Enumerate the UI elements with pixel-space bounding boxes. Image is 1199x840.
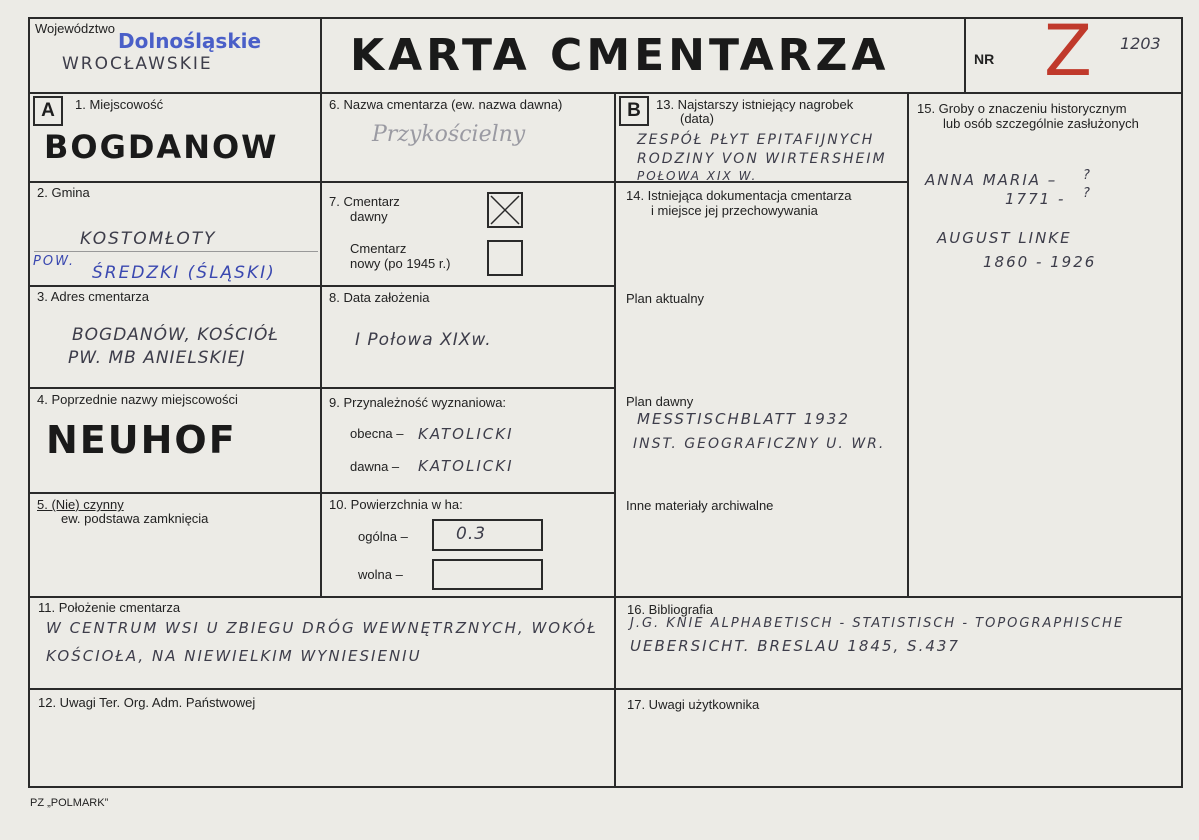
field-8-value: I Połowa XIXw. [355, 330, 492, 350]
field-13-line-3: POŁOWA XIX W. [637, 169, 758, 182]
field-13-label-2: (data) [680, 111, 714, 126]
field-9-current-label: obecna – [350, 426, 404, 441]
wojewodztwo-value: WROCŁAWSKIE [62, 54, 213, 74]
grave-1-question-1: ? [1083, 168, 1092, 183]
wojewodztwo-label: Województwo [35, 21, 115, 36]
field-12-label: 12. Uwagi Ter. Org. Adm. Państwowej [38, 695, 256, 710]
field-9-past-label: dawna – [350, 459, 400, 474]
frame-left [28, 17, 30, 788]
printer-imprint: PZ „POLMARK” [30, 797, 109, 809]
field-2-label: 2. Gmina [37, 185, 90, 200]
col-divider-3 [907, 92, 909, 598]
m-row-line-4 [320, 492, 616, 494]
plan-current-label: Plan aktualny [626, 291, 705, 306]
plan-old-line-2: INST. GEOGRAFICZNY U. WR. [633, 436, 886, 452]
grave-2-name: AUGUST LINKE [937, 229, 1072, 247]
field-11-line-2: KOŚCIOŁA, NA NIEWIELKIM WYNIESIENIU [46, 647, 422, 665]
field-11-line-1: W CENTRUM WSI U ZBIEGU DRÓG WEWNĘTRZNYCH, WOKÓŁ [46, 619, 598, 637]
header-divider-2 [964, 17, 966, 93]
field-3-label: 3. Adres cmentarza [37, 289, 149, 304]
field-6-value: Przykościelny [372, 122, 526, 147]
grave-1-years: 1771 - [1005, 190, 1066, 208]
header-divider-1 [320, 17, 322, 93]
field-13-line-1: ZESPÓŁ PŁYT EPITAFIJNYCH [637, 132, 875, 148]
field-10-label: 10. Powierzchnia w ha: [329, 497, 463, 512]
bottom-row-line-2 [28, 688, 1183, 690]
m-row-line-2 [320, 285, 616, 287]
nr-label: NR [974, 51, 995, 67]
field-2-value: KOSTOMŁOTY [80, 229, 217, 249]
grave-2-years: 1860 - 1926 [983, 253, 1097, 271]
field-14-label-2: i miejsce jej przechowywania [651, 203, 818, 218]
old-cemetery-checkbox[interactable] [487, 192, 523, 228]
section-a-badge: A [33, 96, 63, 126]
field-8-label: 8. Data założenia [329, 290, 430, 305]
region-stamp: Dolnośląskie [118, 29, 262, 53]
field-6-label: 6. Nazwa cmentarza (ew. nazwa dawna) [329, 97, 563, 112]
nr-letter: Z [1044, 10, 1092, 92]
field-3-line-2: PW. MB ANIELSKIEJ [68, 348, 246, 368]
field-17-label: 17. Uwagi użytkownika [627, 697, 760, 712]
a-row-line-2 [28, 285, 322, 287]
field-5-label: 5. (Nie) czynny [37, 497, 124, 512]
field-15-label-1: 15. Groby o znaczeniu historycznym [917, 101, 1127, 116]
header-bottom [28, 92, 1183, 94]
field-10-free-label: wolna – [358, 567, 403, 582]
frame-right [1181, 17, 1183, 788]
field-9-label: 9. Przynależność wyznaniowa: [329, 395, 507, 410]
field-10-total-box[interactable] [432, 519, 543, 551]
field-13-label-1: 13. Najstarszy istniejący nagrobek [656, 97, 854, 112]
field-7-label-2: dawny [350, 209, 388, 224]
field-16-line-1: J.G. KNIE ALPHABETISCH - STATISTISCH - TOPOGRAPHISCHE [630, 616, 1125, 631]
pow-label: POW. [33, 254, 75, 269]
new-cemetery-checkbox[interactable] [487, 240, 523, 276]
checkbox-cross-icon [489, 194, 521, 226]
col-divider-1 [320, 92, 322, 598]
frame-top [28, 17, 1183, 19]
field-16-label: 16. Bibliografia [627, 602, 713, 617]
a-row-line-3 [28, 387, 322, 389]
frame-bottom [28, 786, 1183, 788]
field-10-free-box[interactable] [432, 559, 543, 590]
field-10-total-label: ogólna – [358, 529, 408, 544]
grave-1-question-2: ? [1083, 186, 1092, 201]
plan-old-line-1: MESSTISCHBLATT 1932 [637, 410, 850, 428]
field-7-new-label-2: nowy (po 1945 r.) [350, 256, 451, 271]
field-9-past-value: KATOLICKI [418, 457, 514, 475]
field-1-label: 1. Miejscowość [75, 97, 164, 112]
field-3-line-1: BOGDANÓW, KOŚCIÓŁ [72, 325, 279, 345]
field-9-current-value: KATOLICKI [418, 425, 514, 443]
field-14-label-1: 14. Istniejąca dokumentacja cmentarza [626, 188, 852, 203]
section-b-badge: B [619, 96, 649, 126]
field-10-total-value: 0.3 [456, 524, 487, 544]
field-7-label-1: 7. Cmentarz [329, 194, 400, 209]
field-11-label: 11. Położenie cmentarza [38, 600, 181, 615]
archive-label: Inne materiały archiwalne [626, 498, 774, 513]
field-13-line-2: RODZINY VON WIRTERSHEIM [637, 151, 887, 167]
nr-value: 1203 [1120, 34, 1161, 53]
a-row-line-4 [28, 492, 322, 494]
bottom-row-line-1 [28, 596, 1183, 598]
col-divider-2 [614, 92, 616, 788]
field-4-label: 4. Poprzednie nazwy miejscowości [37, 392, 238, 407]
plan-old-label: Plan dawny [626, 394, 694, 409]
grave-1-name: ANNA MARIA – [925, 171, 1058, 189]
pow-value: ŚREDZKI (ŚLĄSKI) [92, 263, 276, 283]
field-2-underline [34, 251, 318, 252]
field-1-value: BOGDANOW [44, 128, 279, 166]
m-row-line-3 [320, 387, 616, 389]
m-row-line-1 [320, 181, 616, 183]
field-16-line-2: UEBERSICHT. BRESLAU 1845, S.437 [630, 637, 960, 655]
field-5-sub: ew. podstawa zamknięcia [61, 511, 209, 526]
a-row-line-1 [28, 181, 322, 183]
field-7-new-label-1: Cmentarz [350, 241, 407, 256]
field-15-label-2: lub osób szczególnie zasłużonych [943, 116, 1139, 131]
field-4-value: NEUHOF [46, 418, 237, 462]
card-title: KARTA CMENTARZA [350, 30, 890, 81]
